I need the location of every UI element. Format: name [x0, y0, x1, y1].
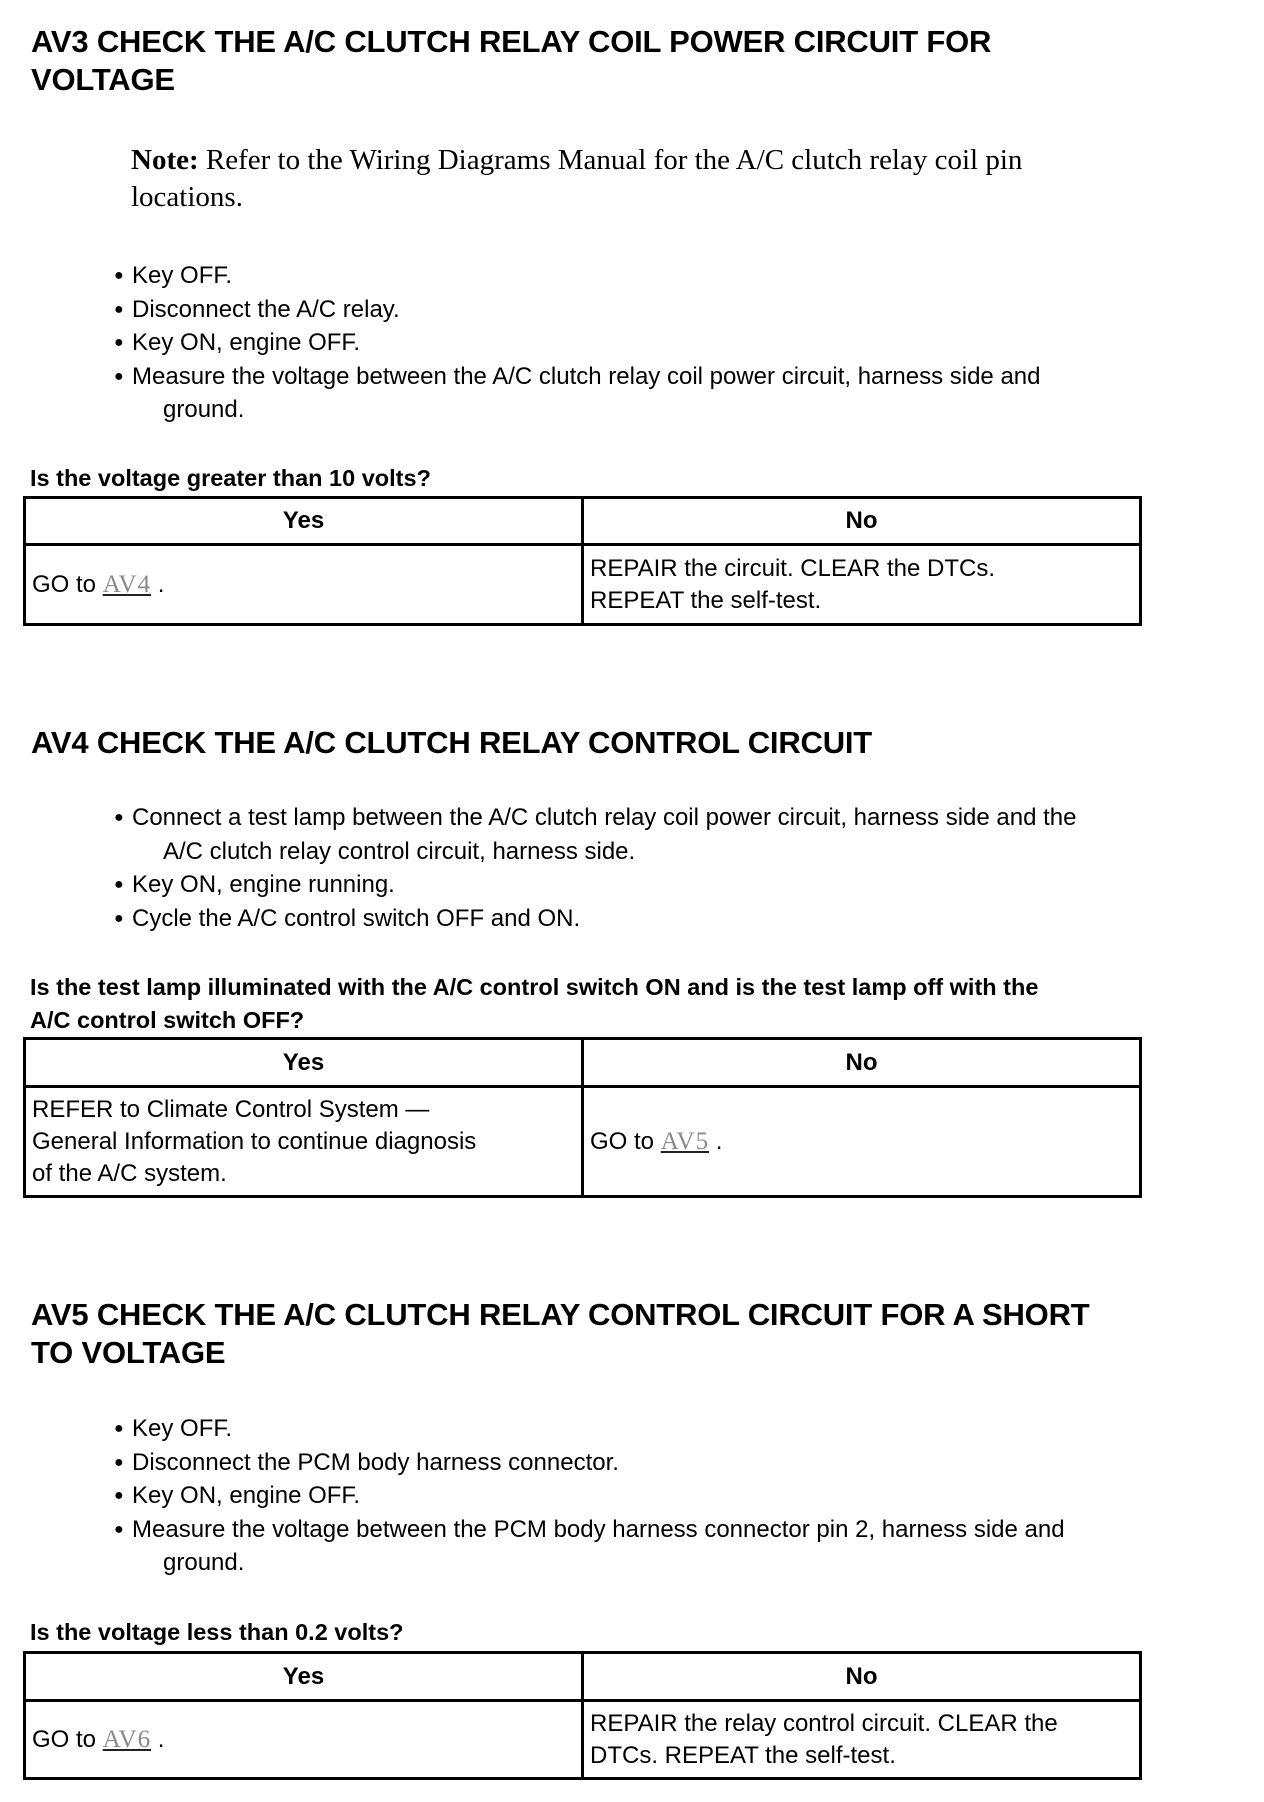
bullet-icon: ●	[114, 1453, 124, 1471]
header-yes: Yes	[25, 1653, 583, 1701]
bullet-icon: ●	[114, 1520, 124, 1538]
step-item: ● Measure the voltage between the A/C clutch relay coil power circuit, harness side and ground.	[112, 360, 1232, 427]
av5-decision-table	[23, 1651, 1142, 1780]
av3-question: Is the voltage greater than 10 volts?	[30, 465, 431, 491]
step-item: ● Key ON, engine running.	[112, 868, 1232, 902]
section-av4-heading: AV4 CHECK THE A/C CLUTCH RELAY CONTROL CIRCUIT	[31, 725, 873, 760]
cell-yes: GO to AV6 .	[25, 1701, 583, 1779]
step-item: ● Key ON, engine OFF.	[112, 326, 1232, 360]
av5-question: Is the voltage less than 0.2 volts?	[30, 1619, 404, 1645]
av4-steps	[112, 801, 1232, 935]
step-item: ● Key ON, engine OFF.	[112, 1479, 1232, 1513]
cell-no: GO to AV5 .	[583, 1087, 1141, 1197]
cell-no: REPAIR the relay control circuit. CLEAR the DTCs. REPEAT the self-test.	[583, 1701, 1141, 1779]
link-av5[interactable]: AV5	[660, 1127, 710, 1155]
bullet-icon: ●	[114, 909, 124, 927]
av3-decision-table	[23, 496, 1142, 626]
link-av6[interactable]: AV6	[102, 1725, 152, 1753]
heading-line: AV3 CHECK THE A/C CLUTCH RELAY COIL POWER CIRCUIT FOR	[31, 24, 992, 59]
link-av4[interactable]: AV4	[102, 570, 152, 598]
section-av3-heading	[31, 23, 1231, 99]
note-label: Note:	[131, 144, 199, 176]
av4-decision-table	[23, 1037, 1142, 1198]
header-no: No	[583, 498, 1141, 545]
bullet-icon: ●	[114, 809, 124, 826]
header-no: No	[583, 1039, 1141, 1087]
section-av5-heading	[31, 1296, 1231, 1372]
header-no: No	[583, 1653, 1141, 1701]
heading-line: AV5 CHECK THE A/C CLUTCH RELAY CONTROL CIRCUIT FOR A SHORT	[31, 1297, 1090, 1332]
step-item: ● Key OFF.	[112, 259, 1232, 293]
header-yes: Yes	[25, 1039, 583, 1087]
bullet-icon: ●	[114, 334, 124, 351]
note-block	[131, 142, 1191, 216]
av5-steps	[112, 1412, 1232, 1580]
av3-steps	[112, 259, 1232, 427]
cell-no: REPAIR the circuit. CLEAR the DTCs. REPEAT the self-test.	[583, 545, 1141, 625]
header-yes: Yes	[25, 498, 583, 545]
heading-line: TO VOLTAGE	[31, 1335, 226, 1370]
heading-line: VOLTAGE	[31, 62, 175, 97]
bullet-icon: ●	[114, 367, 124, 385]
step-item: ● Disconnect the PCM body harness connector.	[112, 1446, 1232, 1480]
step-item: ● Key OFF.	[112, 1412, 1232, 1446]
note-text: Refer to the Wiring Diagrams Manual for the A/C clutch relay coil pin	[205, 144, 1023, 176]
bullet-icon: ●	[114, 300, 124, 318]
bullet-icon: ●	[114, 267, 124, 284]
step-item: ● Cycle the A/C control switch OFF and ON.	[112, 902, 1232, 936]
av4-question: Is the test lamp illuminated with the A/C control switch ON and is the test lamp off with the A/C control switch OFF?	[30, 974, 1039, 1033]
step-item: ● Disconnect the A/C relay.	[112, 293, 1232, 327]
bullet-icon: ●	[114, 876, 124, 893]
cell-yes: GO to AV4 .	[25, 545, 583, 625]
step-item: ● Connect a test lamp between the A/C clutch relay coil power circuit, harness side and the A/C clutch relay control circuit, harness side.	[112, 801, 1232, 868]
cell-yes: REFER to Climate Control System — General Information to continue diagnosis of the A/C system.	[25, 1087, 583, 1197]
bullet-icon: ●	[114, 1420, 124, 1437]
step-item: ● Measure the voltage between the PCM body harness connector pin 2, harness side and ground.	[112, 1513, 1232, 1580]
note-text-cont: locations.	[131, 181, 243, 213]
bullet-icon: ●	[114, 1487, 124, 1504]
